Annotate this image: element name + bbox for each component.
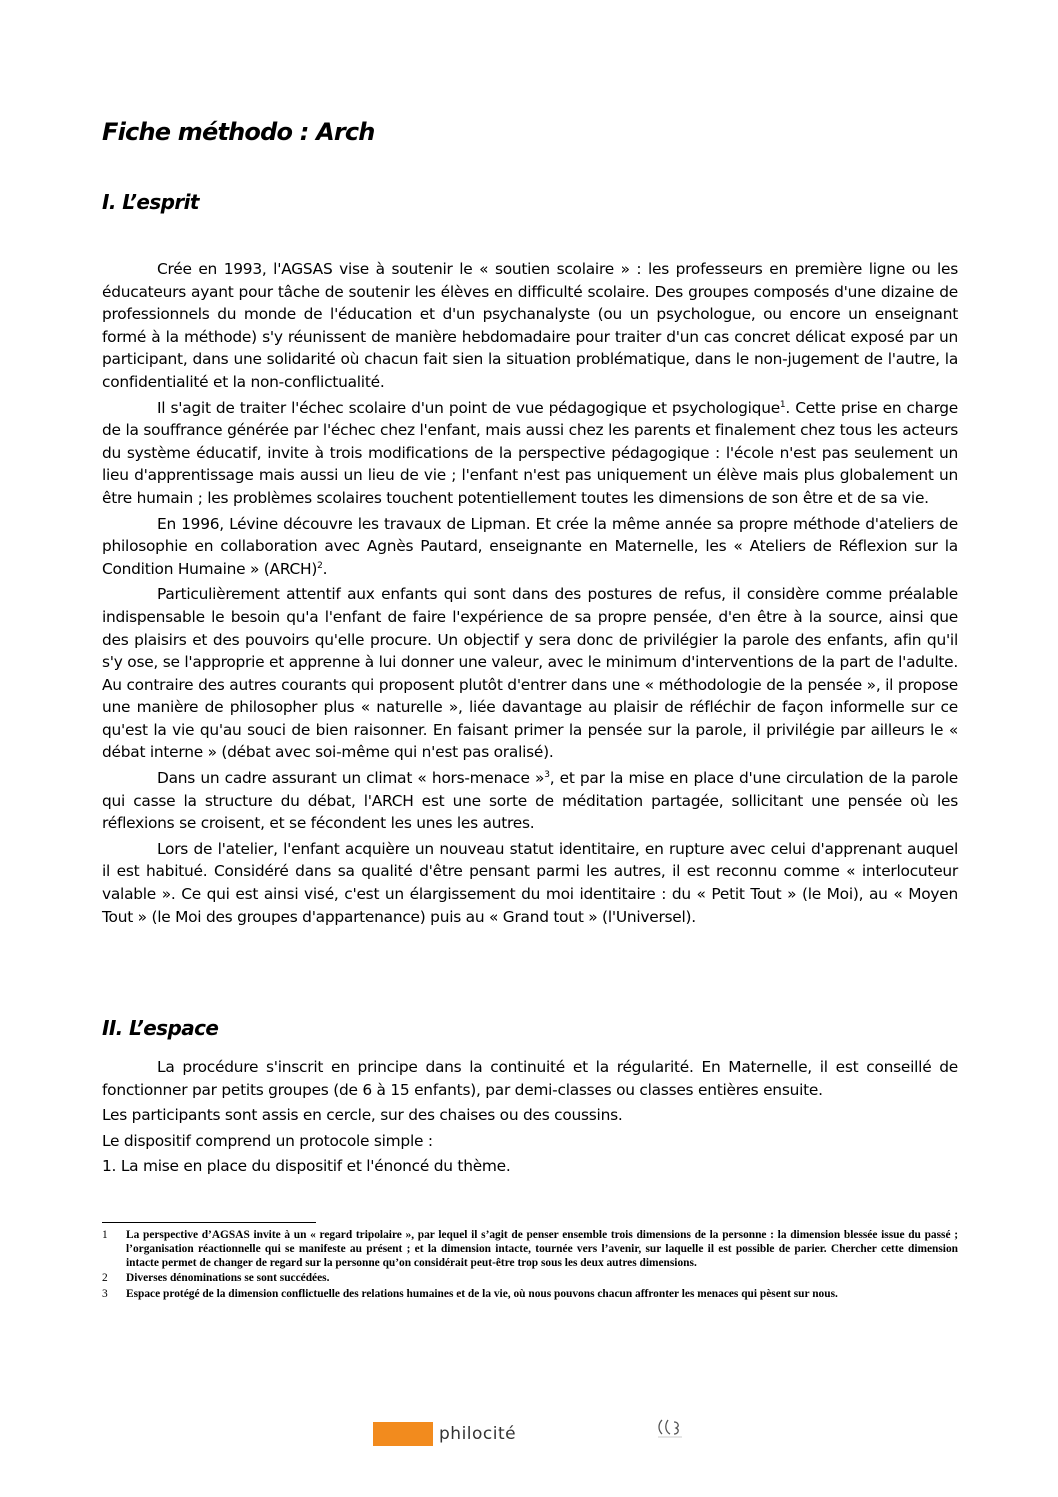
paragraph-text: Dans un cadre assurant un climat « hors-menace » <box>157 769 545 788</box>
paragraph: 1. La mise en place du dispositif et l'énoncé du thème. <box>102 1157 511 1176</box>
footnote-number: 1 <box>102 1229 108 1241</box>
section-heading-espace: II. L’espace <box>102 1016 219 1040</box>
footnote-ref[interactable]: 3 <box>544 769 550 780</box>
logo-text: philocité <box>439 1424 517 1444</box>
footnote-ref[interactable]: 1 <box>779 399 786 410</box>
footnotes <box>102 1229 958 1304</box>
paragraph-text: . Cette prise en charge de la souffrance générée par l'échec chez l'enfant, mais aussi chez les parents et finalement chez tous les acteurs du système éducatif, invite à trois modifications de la perspective pédagogique : l'école n'est pas seulement un lieu d'apprentissage mais aussi un lieu de vie ; l'enfant n'est pas uniquement un élève mais plus globalement un être humain ; les problèmes scolaires touchent potentiellement toutes les dimensions de son être et de sa vie. <box>102 398 958 507</box>
paragraph-text: En 1996, Lévine découvre les travaux de Lipman. Et crée la même année sa propre méthode d'ateliers de philosophie en collaboration avec Agnès Pautard, enseignante en Maternelle, les « Ateliers de Réflexion sur la Condition Humaine » (ARCH) <box>102 514 958 578</box>
paragraph: Crée en 1993, l'AGSAS vise à soutenir le « soutien scolaire » : les professeurs en première ligne ou les éducateurs ayant pour tâche de soutenir les élèves en difficulté scolaire. Des groupes composés d'une dizaine de professionnels du monde de l'éducation et d'un psychanalyste (ou un psychologue, ou encore un enseignant formé à la méthode) s'y réunissent de manière hebdomadaire pour traiter d'un cas concret délicat exposé par un participant, dans une solidarité où chacun fait sien la situation problématique, dans le non-jugement de l'autre, la confidentialité et la non-conflictualité. <box>102 260 958 391</box>
footnote-text: Diverses dénominations se sont succédées. <box>126 1272 330 1285</box>
page-title: Fiche méthodo : Arch <box>102 118 375 146</box>
paragraph-text: . <box>322 559 328 578</box>
paragraph <box>102 513 958 581</box>
section-esprit-body <box>102 258 958 931</box>
footnote <box>102 1229 958 1270</box>
paragraph-text: Il s'agit de traiter l'échec scolaire d'un point de vue pédagogique et psychologique <box>157 398 780 417</box>
philocite-logo <box>373 1422 516 1446</box>
footnote-number: 3 <box>102 1288 108 1301</box>
footnote-ref[interactable]: 2 <box>317 560 323 571</box>
footnote <box>102 1272 958 1286</box>
paragraph: La procédure s'inscrit en principe dans la continuité et la régularité. En Maternelle, il est conseillé de fonctionner par petits groupes (de 6 à 15 enfants), par demi-classes ou classes entières ensuite. <box>102 1058 958 1099</box>
logo-orange-block <box>373 1422 433 1446</box>
paragraph-text: , et par la mise en place d'une circulation de la parole qui casse la structure du débat, l'ARCH est une sorte de méditation partagée, sollicitant une pensée où les réflexions se croisent, et se fécondent les unes les autres. <box>102 769 958 833</box>
footnote-text: Espace protégé de la dimension conflictuelle des relations humaines et de la vie, où nous pouvons chacun affronter les menaces qui pèsent sur nous. <box>126 1288 838 1301</box>
footnote-text: La perspective d’AGSAS invite à un « regard tripolaire », par lequel il s’agit de penser ensemble trois dimensions de la personne : la dimension blessée issue du passé ; l’organisation réactionnelle qui se manifeste au présent ; et la dimension intacte, tournée vers l’avenir, sur laquelle il est possible de parier. Chercher cette dimension intacte permet de changer de regard sur la personne qu’on considérait peut-être trop sous les deux autres dimensions. <box>126 1229 958 1269</box>
paragraph: Les participants sont assis en cercle, sur des chaises ou des coussins. <box>102 1106 623 1125</box>
paragraph: Particulièrement attentif aux enfants qui sont dans des postures de refus, il considère comme préalable indispensable le besoin qu'a l'enfant de faire l'expérience de sa propre pensée, d'en être à la source, ainsi que des plaisirs et des pouvoirs qu'elle procure. Un objectif y sera donc de privilégier la parole des enfants, afin qu'il s'y ose, se l'approprie et apprenne à lui donner une valeur, avec le minimum d'interventions de la part de l'adulte. Au contraire des autres courants qui proposent plutôt d'entrer dans une « méthodologie de la pensée », il propose une manière de philosopher plus « naturelle », liée davantage au plaisir de réfléchir de façon informelle sur ce qu'est la vie qu'au souci de bien raisonner. En faisant primer la pensée sur la parole, il privilégie par ailleurs le « débat interne » (débat avec soi-même qui n'est pas oralisé). <box>102 585 958 762</box>
footnote-divider <box>102 1222 316 1223</box>
paragraph <box>102 397 958 510</box>
section-espace-body <box>102 1056 958 1181</box>
footnote-number: 2 <box>102 1272 108 1285</box>
footnote <box>102 1288 958 1302</box>
paragraph <box>102 767 958 835</box>
section-heading-esprit: I. L’esprit <box>102 190 199 214</box>
paragraph: Le dispositif comprend un protocole simple : <box>102 1131 433 1150</box>
federation-logo-icon <box>656 1416 684 1440</box>
paragraph: Lors de l'atelier, l'enfant acquière un nouveau statut identitaire, en rupture avec celui d'apprenant auquel il est habitué. Considéré dans sa qualité d'être pensant parmi les autres, il est reconnu comme « interlocuteur valable ». Ce qui est ainsi visé, c'est un élargissement du moi identitaire : du « Petit Tout » (le Moi), au « Moyen Tout » (le Moi des groupes d'appartenance) puis au « Grand tout » (l'Universel). <box>102 839 958 926</box>
